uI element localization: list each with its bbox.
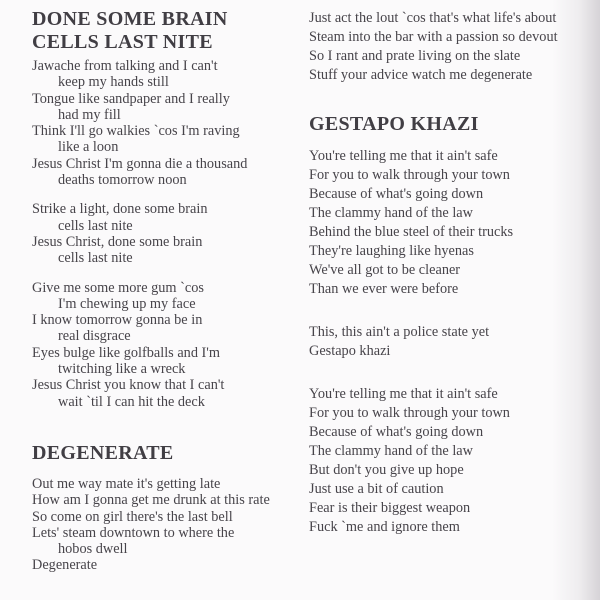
lyric-line: wait `til I can hit the deck: [58, 393, 205, 410]
lyric-line: I know tomorrow gonna be in: [32, 312, 203, 329]
lyric-line: You're telling me that it ain't safe: [309, 148, 498, 164]
song-title-line: CELLS LAST NITE: [32, 31, 213, 53]
lyric-line: But don't you give up hope: [309, 462, 464, 478]
song-title-line: GESTAPO KHAZI: [309, 113, 479, 135]
lyric-line: Give me some more gum `cos: [32, 279, 204, 296]
verse: [309, 323, 594, 361]
lyric-line: Just act the lout `cos that's what life's about: [309, 10, 557, 26]
verse: [309, 147, 594, 299]
lyric-line: like a loon: [58, 139, 119, 156]
lyric-line: cells last nite: [58, 250, 133, 267]
lyric-line: So come on girl there's the last bell: [32, 508, 233, 525]
lyric-line: hobos dwell: [58, 541, 128, 558]
lyric-line: You're telling me that it ain't safe: [309, 386, 498, 402]
lyric-line: Lets' steam downtown to where the: [32, 524, 235, 541]
verse: [32, 476, 304, 574]
lyric-line: Out me way mate it's getting late: [32, 475, 221, 492]
lyric-line: Jesus Christ, done some brain: [32, 233, 203, 250]
lyric-line: Degenerate: [32, 557, 98, 574]
lyric-line: Just use a bit of caution: [309, 481, 444, 497]
lyric-line: Jesus Christ you know that I can't: [32, 377, 225, 394]
lyric-line: Than we ever were before: [309, 281, 459, 297]
lyric-line: Because of what's going down: [309, 186, 484, 202]
lyric-line: For you to walk through your town: [309, 167, 510, 183]
verse: [32, 58, 304, 188]
lyric-line: We've all got to be cleaner: [309, 262, 461, 278]
lyric-line: The clammy hand of the law: [309, 443, 473, 459]
lyric-line: cells last nite: [58, 217, 133, 234]
lyric-line: real disgrace: [58, 328, 131, 345]
lyric-line: Jawache from talking and I can't: [32, 58, 218, 74]
lyric-line: Fear is their biggest weapon: [309, 500, 471, 516]
lyric-line: had my fill: [58, 106, 121, 123]
lyric-line: Eyes bulge like golfballs and I'm: [32, 344, 220, 361]
song-degenerate-continued: [309, 9, 594, 85]
lyric-line: twitching like a wreck: [58, 361, 186, 378]
lyric-line: Gestapo khazi: [309, 343, 391, 359]
lyric-line: Jesus Christ I'm gonna die a thousand: [32, 155, 248, 172]
lyrics-column-left: [32, 0, 304, 587]
song-done-some-brain-cells-last-nite: [32, 8, 304, 410]
lyric-line: Tongue like sandpaper and I really: [32, 90, 230, 107]
lyric-line: Stuff your advice watch me degenerate: [309, 67, 533, 83]
lyric-line: This, this ain't a police state yet: [309, 324, 490, 340]
lyric-line: Behind the blue steel of their trucks: [309, 224, 514, 240]
lyric-line: Steam into the bar with a passion so devout: [309, 29, 558, 45]
lyric-line: I'm chewing up my face: [58, 295, 196, 312]
lyric-line: Think I'll go walkies `cos I'm raving: [32, 123, 240, 140]
lyric-line: For you to walk through your town: [309, 405, 510, 421]
lyric-line: So I rant and prate living on the slate: [309, 48, 521, 64]
lyric-line: Because of what's going down: [309, 424, 484, 440]
lyric-line: The clammy hand of the law: [309, 205, 473, 221]
lyric-line: They're laughing like hyenas: [309, 243, 474, 259]
verse: [309, 9, 594, 85]
lyric-line: Fuck `me and ignore them: [309, 519, 460, 535]
lyrics-column-right: [309, 0, 594, 561]
verse: [32, 201, 304, 266]
lyric-line: deaths tomorrow noon: [58, 172, 187, 189]
lyric-line: How am I gonna get me drunk at this rate: [32, 492, 270, 509]
song-title-line: DONE SOME BRAIN: [32, 8, 228, 30]
song-degenerate: [32, 442, 304, 574]
lyric-line: Strike a light, done some brain: [32, 201, 208, 218]
verse: [309, 385, 594, 537]
song-title-line: DEGENERATE: [32, 441, 174, 464]
lyric-line: keep my hands still: [58, 74, 169, 91]
verse: [32, 280, 304, 410]
song-gestapo-khazi: [309, 113, 594, 537]
